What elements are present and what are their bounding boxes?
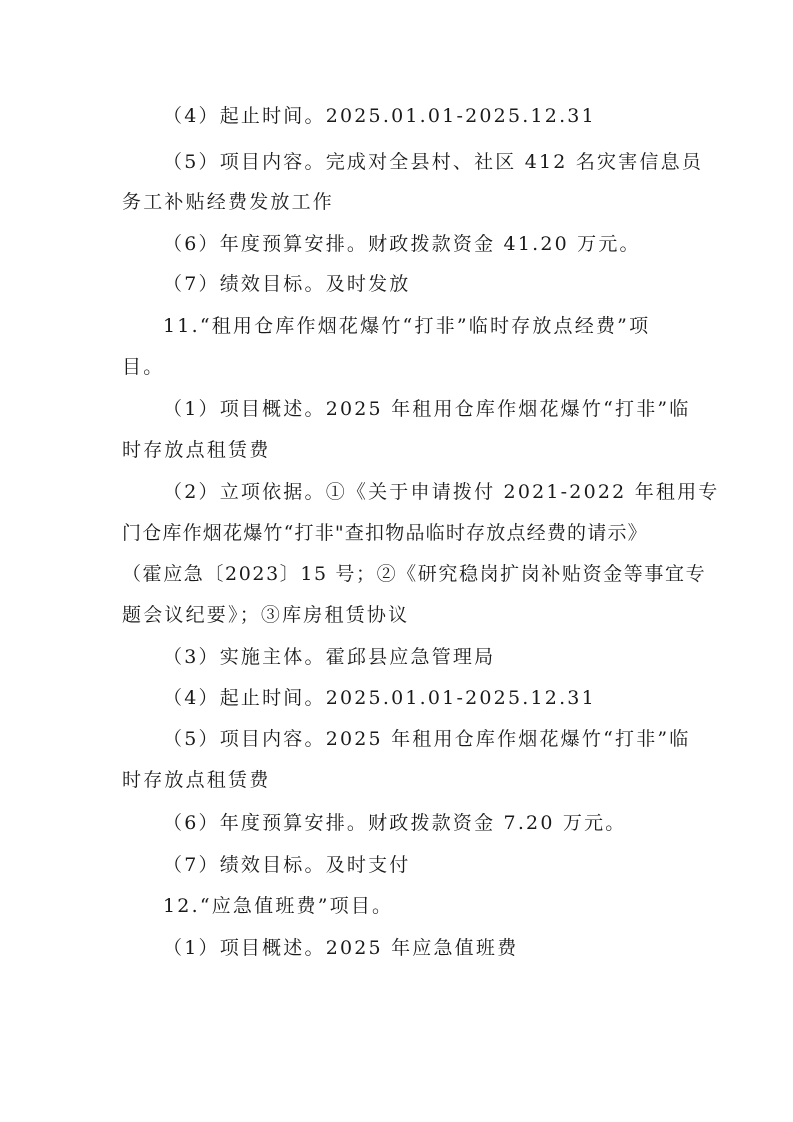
- text-line: 时存放点租赁费: [122, 439, 271, 461]
- text-line: （3）实施主体。霍邱县应急管理局: [163, 646, 496, 668]
- text-line: （4）起止时间。2025.01.01-2025.12.31: [163, 687, 596, 709]
- section-heading: 11.“租用仓库作烟花爆竹“打非”临时存放点经费”项: [163, 315, 651, 337]
- text-line: （4）起止时间。2025.01.01-2025.12.31: [163, 105, 596, 127]
- text-line: （6）年度预算安排。财政拨款资金 41.20 万元。: [163, 233, 641, 255]
- text-line: （5）项目内容。2025 年租用仓库作烟花爆竹“打非”临: [163, 728, 691, 750]
- text-line: （7）绩效目标。及时支付: [163, 854, 411, 876]
- section-heading: 目。: [122, 356, 165, 378]
- text-line: （2）立项依据。①《关于申请拨付 2021-2022 年租用专: [163, 481, 720, 503]
- text-line: 题会议纪要》；③库房租赁协议: [122, 604, 410, 626]
- text-line: 务工补贴经费发放工作: [122, 191, 335, 213]
- text-line: （霍应急〔2023〕15 号；②《研究稳岗扩岗补贴资金等事宜专: [122, 563, 707, 585]
- text-line: 门仓库作烟花爆竹“打非"查扣物品临时存放点经费的请示》: [122, 522, 648, 544]
- text-line: （7）绩效目标。及时发放: [163, 273, 411, 295]
- text-line: （1）项目概述。2025 年租用仓库作烟花爆竹“打非”临: [163, 398, 691, 420]
- text-line: （5）项目内容。完成对全县村、社区 412 名灾害信息员: [163, 151, 704, 173]
- text-line: （1）项目概述。2025 年应急值班费: [163, 937, 519, 959]
- text-line: 时存放点租赁费: [122, 769, 271, 791]
- text-line: （6）年度预算安排。财政拨款资金 7.20 万元。: [163, 812, 627, 834]
- section-heading: 12.“应急值班费”项目。: [163, 895, 394, 917]
